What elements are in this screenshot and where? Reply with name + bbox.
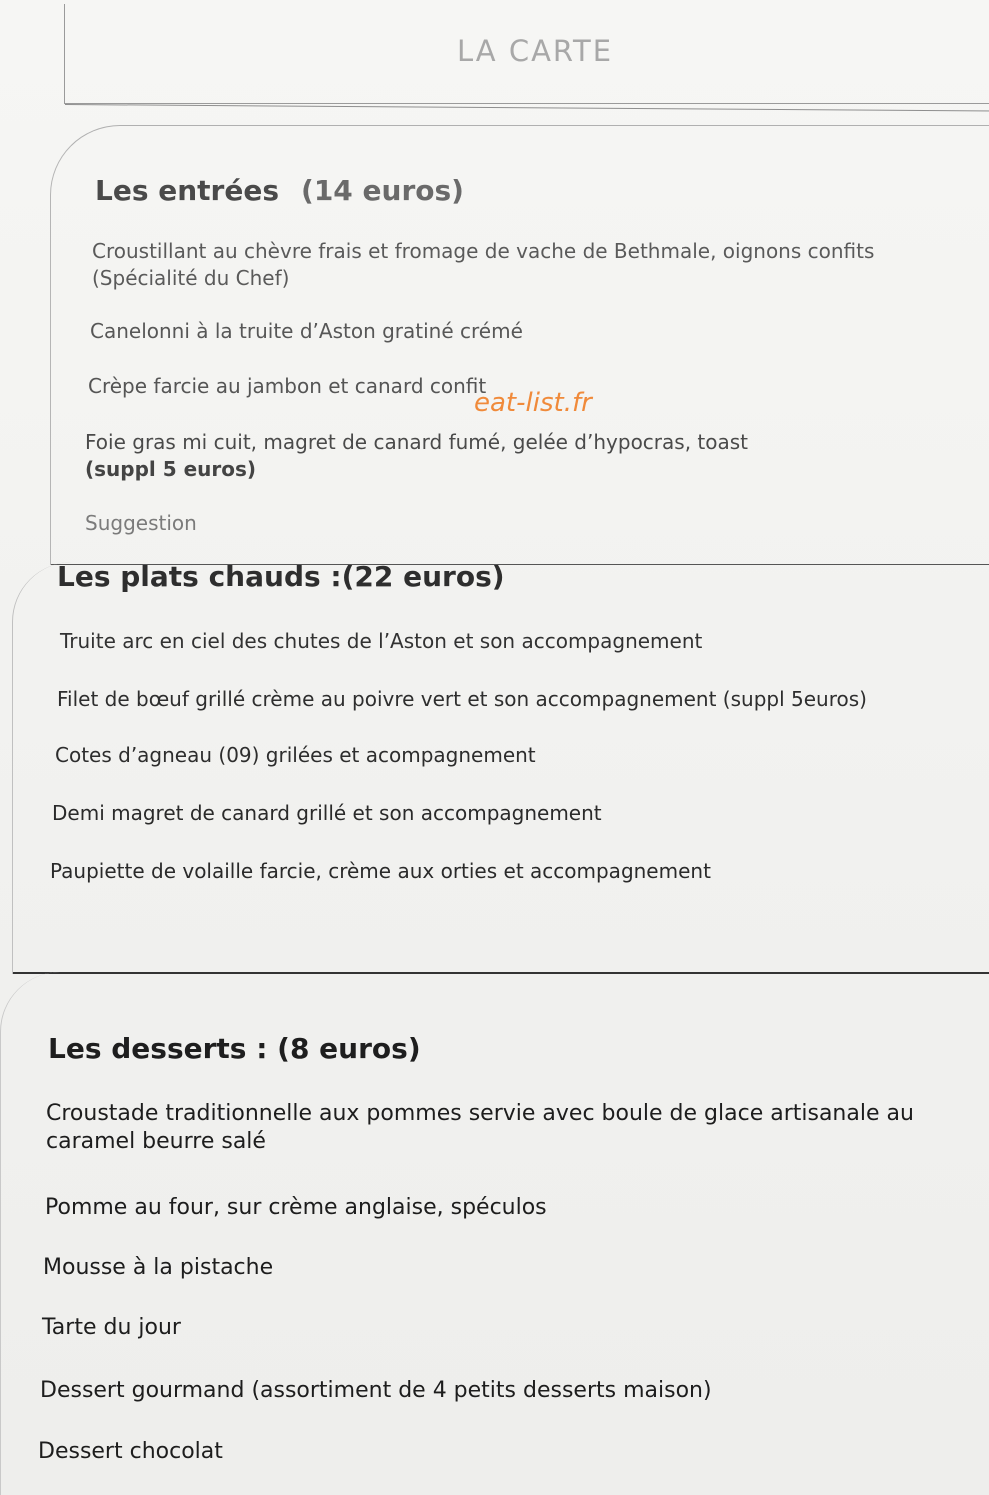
entree-item-2: Canelonni à la truite d’Aston gratiné crémé <box>90 319 523 343</box>
title-box <box>64 4 989 104</box>
plats-heading: Les plats chauds :(22 euros) <box>57 560 505 593</box>
entree-item-4 <box>85 429 748 483</box>
plat-item-4: Demi magret de canard grillé et son accompagnement <box>52 801 602 825</box>
dessert-item-1 <box>46 1100 914 1156</box>
plat-item-1: Truite arc en ciel des chutes de l’Aston et son accompagnement <box>60 629 703 653</box>
plat-item-2: Filet de bœuf grillé crème au poivre vert et son accompagnement (suppl 5euros) <box>57 687 867 711</box>
dessert-item-6: Dessert chocolat <box>38 1439 223 1464</box>
entrees-price: (14 euros) <box>301 174 464 207</box>
entree-item-1-line2: (Spécialité du Chef) <box>92 266 290 290</box>
page-title: LA CARTE <box>456 34 614 68</box>
entree-item-1-line1: Croustillant au chèvre frais et fromage de vache de Bethmale, oignons confits <box>92 239 875 263</box>
desserts-heading: Les desserts : (8 euros) <box>48 1032 421 1065</box>
dessert-item-2: Pomme au four, sur crème anglaise, spéculos <box>45 1195 547 1220</box>
entrees-heading <box>95 174 464 207</box>
entree-item-4-suppl: (suppl 5 euros) <box>85 457 257 481</box>
plat-item-5: Paupiette de volaille farcie, crème aux orties et accompagnement <box>50 859 711 883</box>
plat-item-3: Cotes d’agneau (09) grilées et acompagnement <box>55 743 536 767</box>
dessert-item-4: Tarte du jour <box>42 1315 181 1340</box>
dessert-item-1-line2: caramel beurre salé <box>46 1129 266 1154</box>
watermark-text: eat-list.fr <box>474 388 592 418</box>
entree-item-1 <box>92 238 874 292</box>
dessert-item-5: Dessert gourmand (assortiment de 4 petits desserts maison) <box>40 1378 712 1403</box>
dessert-item-1-line1: Croustade traditionnelle aux pommes servie avec boule de glace artisanale au <box>46 1101 914 1126</box>
entree-item-4-line1: Foie gras mi cuit, magret de canard fumé, gelée d’hypocras, toast <box>85 430 749 454</box>
entree-item-suggestion: Suggestion <box>85 511 197 535</box>
entrees-heading-label: Les entrées <box>95 174 280 207</box>
entree-item-3: Crèpe farcie au jambon et canard confit <box>88 374 487 398</box>
dessert-item-3: Mousse à la pistache <box>43 1255 274 1280</box>
